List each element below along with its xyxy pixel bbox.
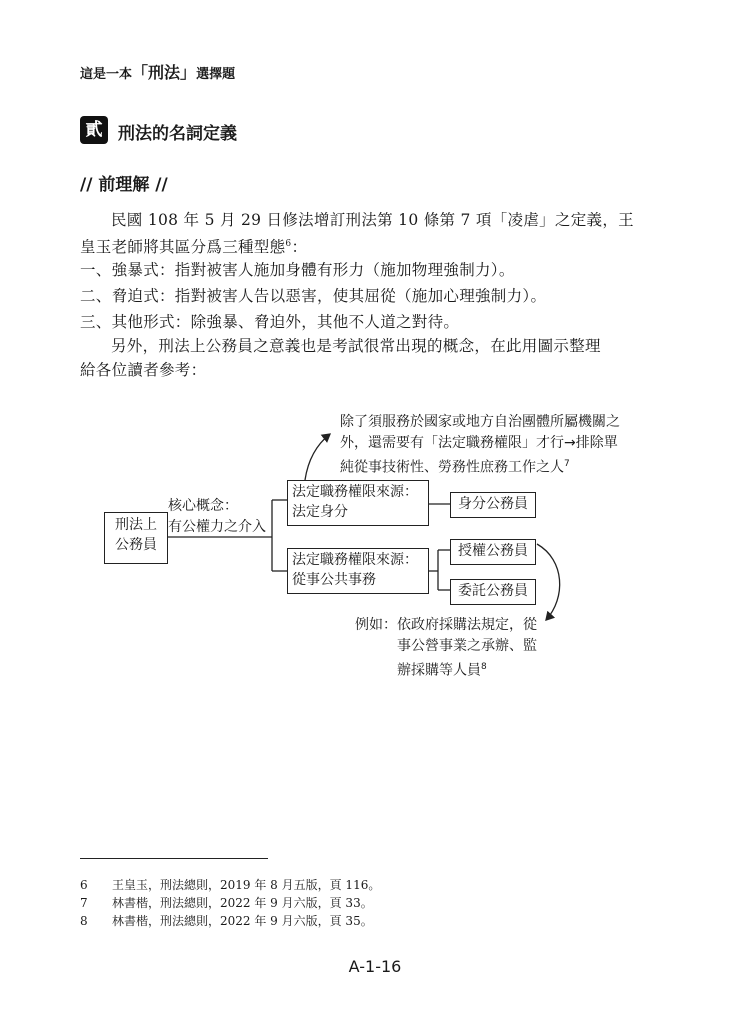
note-bottom-line2: 事公營事業之承辦、監 — [397, 638, 537, 654]
branch2-line2: 從事公共事務 — [292, 572, 376, 588]
footnote-7 — [80, 894, 373, 911]
branch-node-public-affairs — [287, 548, 429, 594]
footnote-text: 王皇玉，刑法總則，2019 年 8 月五版，頁 116。 — [112, 878, 381, 892]
header-open-bracket: 「 — [132, 63, 149, 82]
subsection-title: // 前理解 // — [80, 175, 168, 195]
footnote-ref-8: 8 — [481, 662, 487, 672]
branch1-line1: 法定職務權限來源： — [292, 484, 418, 500]
footnote-num: 8 — [80, 914, 88, 928]
footnote-6 — [80, 876, 380, 893]
footnote-num: 6 — [80, 878, 88, 892]
section-title: 刑法的名詞定義 — [118, 124, 237, 144]
note-top-line3 — [340, 454, 620, 479]
section-badge: 貳 — [80, 116, 108, 144]
footnote-rule — [80, 858, 268, 859]
page-number: A-1-16 — [348, 957, 402, 976]
body-paragraph-1-line-1: 民國 108 年 5 月 29 日修法增訂刑法第 10 條第 7 項「凌虐」之定義，王 — [111, 211, 634, 229]
leaf-authorized-official: 授權公務員 — [450, 539, 536, 565]
arrow-to-top-note — [305, 434, 330, 480]
note-bottom-line3-text: 辦採購等人員 — [397, 662, 481, 679]
p1-line2-text: 皇玉老師將其區分爲三種型態 — [80, 238, 286, 257]
root-node-line2: 公務員 — [115, 537, 157, 553]
list-item-3: 三、其他形式：除強暴、脅迫外，其他不人道之對待。 — [80, 313, 460, 331]
root-node-line1: 刑法上 — [115, 517, 157, 533]
footnote-ref-6: 6 — [285, 239, 292, 249]
core-concept-label — [168, 496, 266, 538]
core-concept-line1: 核心概念： — [168, 498, 238, 514]
list-item-1: 一、強暴式：指對被害人施加身體有形力（施加物理強制力）。 — [80, 261, 515, 279]
footnote-text: 林書楷，刑法總則，2022 年 9 月六版，頁 35。 — [112, 914, 373, 928]
leaf-commissioned-official: 委託公務員 — [450, 579, 536, 605]
branch2-line1: 法定職務權限來源： — [292, 552, 418, 568]
branch1-line2: 法定身分 — [292, 504, 348, 520]
footnote-text: 林書楷，刑法總則，2022 年 9 月六版，頁 33。 — [112, 896, 373, 910]
note-top — [340, 412, 620, 479]
p1-line2-end: ： — [291, 238, 308, 257]
leaf-status-official: 身分公務員 — [450, 492, 536, 518]
header-close-bracket: 」 — [180, 63, 197, 82]
body-paragraph-2-line-1: 另外，刑法上公務員之意義也是考試很常出現的概念，在此用圖示整理 — [111, 337, 601, 355]
root-node — [104, 512, 168, 564]
note-top-line1: 除了須服務於國家或地方自治團體所屬機關之 — [340, 414, 620, 430]
branch-node-legal-status — [287, 480, 429, 526]
note-bottom-line1: 例如：依政府採購法規定，從 — [355, 617, 537, 633]
footnote-num: 7 — [80, 896, 88, 910]
footnote-ref-7: 7 — [564, 459, 570, 469]
core-concept-line2: 有公權力之介入 — [168, 519, 266, 535]
header-suffix: 選擇題 — [196, 67, 236, 82]
footnote-8 — [80, 912, 373, 929]
note-bottom — [355, 615, 537, 682]
list-item-2: 二、脅迫式：指對被害人告以惡害，使其屈從（施加心理強制力）。 — [80, 287, 547, 305]
header-highlight: 刑法 — [148, 63, 181, 82]
note-top-line3-text: 純從事技術性、勞務性庶務工作之人 — [340, 459, 564, 476]
note-top-line2: 外，還需要有「法定職務權限」才行→排除單 — [340, 435, 618, 451]
note-bottom-line3 — [355, 657, 537, 682]
header-prefix: 這是一本 — [80, 67, 133, 82]
body-paragraph-2-line-2: 給各位讀者參考： — [80, 361, 207, 379]
arrow-to-bottom-note — [537, 544, 560, 620]
